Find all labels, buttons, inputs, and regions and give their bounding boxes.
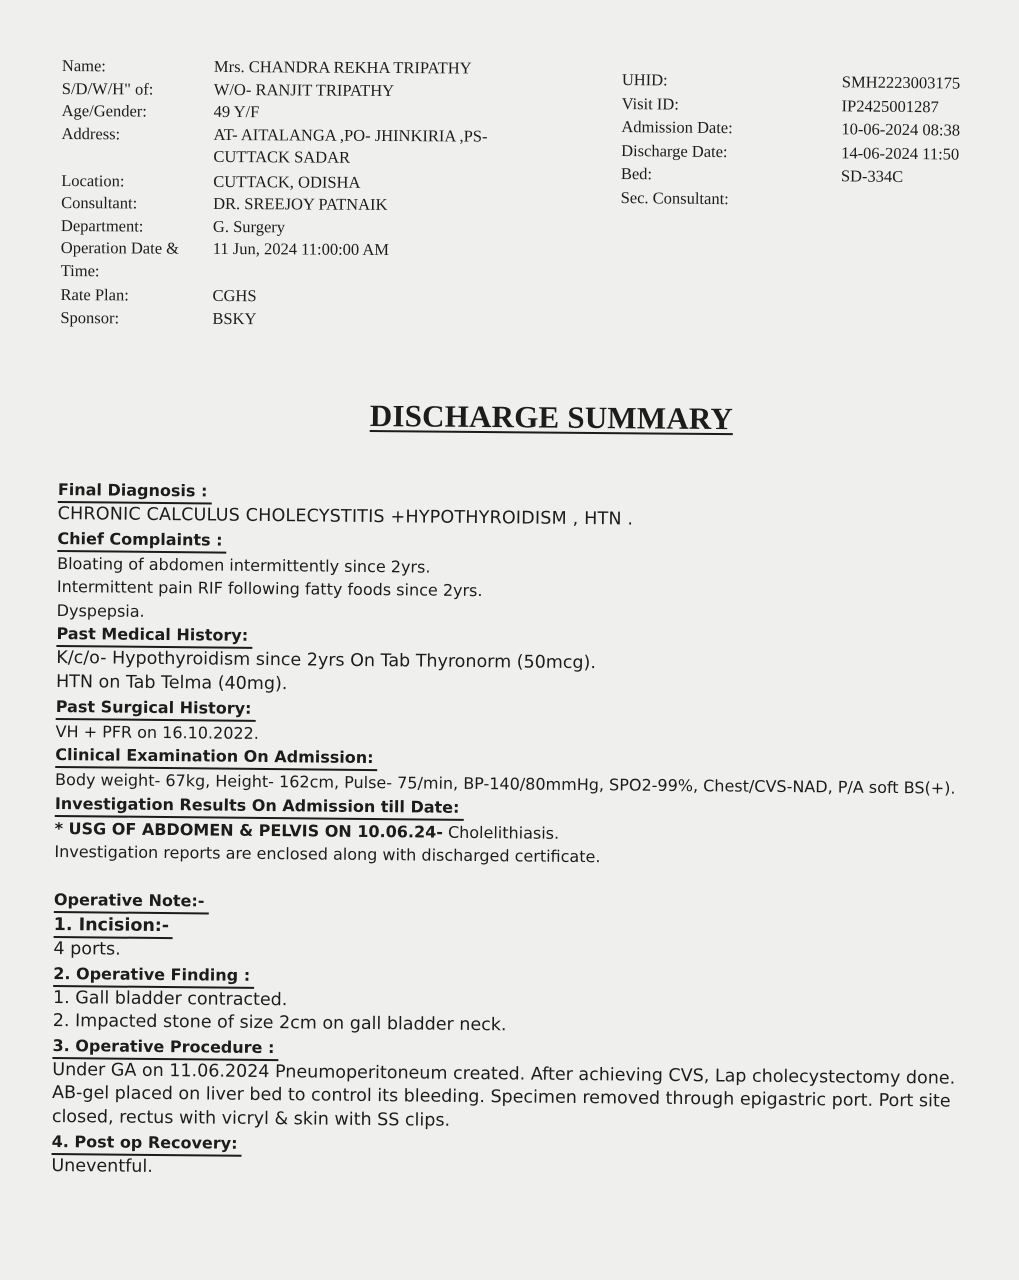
past-medical-item: K/c/o- Hypothyroidism since 2yrs On Tab Thyronorm (50mcg).: [56, 648, 597, 674]
name-label: Name:: [61, 55, 106, 76]
post-op-recovery-heading: 4. Post op Recovery:: [52, 1130, 242, 1156]
operative-procedure-line: AB-gel placed on liver bed to control its bleeding. Specimen removed through epigastric port. Port site: [51, 1083, 951, 1112]
visit-id-label: Visit ID:: [621, 93, 679, 114]
document-title: DISCHARGE SUMMARY: [369, 398, 734, 437]
bed: SD-334C: [840, 166, 904, 186]
operation-date: 11 Jun, 2024 11:00:00 AM: [212, 238, 390, 260]
patient-name: Mrs. CHANDRA REKHA TRIPATHY: [213, 56, 472, 78]
chief-complaint: Bloating of abdomen intermittently since 2yrs.: [57, 553, 431, 577]
past-surgical-heading: Past Surgical History:: [56, 696, 256, 722]
patient-location: CUTTACK, ODISHA: [213, 171, 361, 192]
discharge-date-label: Discharge Date:: [621, 140, 728, 161]
clinical-exam: Body weight- 67kg, Height- 162cm, Pulse- 75/min, BP-140/80mmHg, SPO2-99%, Chest/CVS-NAD, P/A soft BS(+).: [55, 770, 956, 798]
sec-consultant-label: Sec. Consultant:: [620, 187, 729, 208]
past-medical-heading: Past Medical History:: [56, 623, 252, 649]
uhid: SMH2223003175: [841, 72, 961, 93]
investigation-heading: Investigation Results On Admission till Date:: [55, 793, 464, 821]
patient-details: [60, 55, 602, 332]
relation-label: S/D/W/H" of:: [61, 78, 154, 99]
consultant-label: Consultant:: [61, 192, 138, 213]
admission-date-label: Admission Date:: [621, 116, 733, 138]
patient-consultant: DR. SREEJOY PATNAIK: [213, 193, 388, 214]
chief-complaint: Intermittent pain RIF following fatty foods since 2yrs.: [56, 577, 483, 601]
incision: 4 ports.: [53, 938, 121, 960]
location-label: Location:: [61, 170, 125, 190]
operation-time-label: Time:: [60, 260, 100, 280]
admission-details: [621, 68, 992, 213]
operative-procedure-heading: 3. Operative Procedure :: [52, 1035, 278, 1061]
operative-finding-heading: 2. Operative Finding :: [53, 963, 254, 989]
post-op-recovery: Uneventful.: [51, 1155, 153, 1177]
patient-address-line1: AT- AITALANGA ,PO- JHINKIRIA ,PS-: [213, 124, 488, 146]
patient-department: G. Surgery: [212, 216, 286, 236]
operative-finding: 2. Impacted stone of size 2cm on gall bladder neck.: [52, 1011, 507, 1036]
chief-complaint: Dyspepsia.: [56, 600, 145, 621]
final-diagnosis-heading: Final Diagnosis :: [58, 479, 212, 504]
chief-complaints-heading: Chief Complaints :: [57, 528, 226, 554]
department-label: Department:: [60, 215, 144, 236]
final-diagnosis: CHRONIC CALCULUS CHOLECYSTITIS +HYPOTHYROIDISM , HTN .: [57, 503, 634, 530]
operative-finding: 1. Gall bladder contracted.: [52, 987, 288, 1010]
discharge-date: 14-06-2024 11:50: [841, 142, 960, 164]
rate-plan-label: Rate Plan:: [60, 284, 129, 305]
clinical-exam-heading: Clinical Examination On Admission:: [55, 744, 377, 771]
sponsor: BSKY: [212, 308, 257, 328]
incision-heading: 1. Incision:-: [54, 914, 174, 939]
age-label: Age/Gender:: [61, 100, 147, 121]
investigation-note: Investigation reports are enclosed along with discharged certificate.: [54, 842, 601, 867]
operative-procedure-line: closed, rectus with vicryl & skin with SS clips.: [51, 1106, 451, 1131]
investigation-usg: * USG OF ABDOMEN & PELVIS ON 10.06.24-: [54, 818, 444, 842]
sponsor-label: Sponsor:: [60, 307, 120, 327]
past-medical-item: HTN on Tab Telma (40mg).: [55, 671, 288, 695]
patient-relation: W/O- RANJIT TRIPATHY: [213, 79, 395, 100]
patient-age: 49 Y/F: [213, 101, 260, 122]
rate-plan: CGHS: [212, 285, 257, 306]
operation-date-label: Operation Date &: [60, 237, 180, 258]
past-surgical: VH + PFR on 16.10.2022.: [55, 721, 259, 743]
patient-address-line2: CUTTACK SADAR: [213, 146, 351, 167]
summary-body: [51, 478, 1003, 1187]
address-label: Address:: [61, 123, 121, 143]
operative-procedure-line: Under GA on 11.06.2024 Pneumoperitoneum created. After achieving CVS, Lap cholecystectomy done.: [52, 1059, 956, 1089]
investigation-finding: Cholelithiasis.: [442, 822, 560, 843]
admission-date: 10-06-2024 08:38: [841, 119, 961, 140]
bed-label: Bed:: [620, 163, 653, 184]
operative-note-heading: Operative Note:-: [54, 889, 209, 914]
visit-id: IP2425001287: [841, 95, 939, 116]
uhid-label: UHID:: [621, 69, 668, 90]
